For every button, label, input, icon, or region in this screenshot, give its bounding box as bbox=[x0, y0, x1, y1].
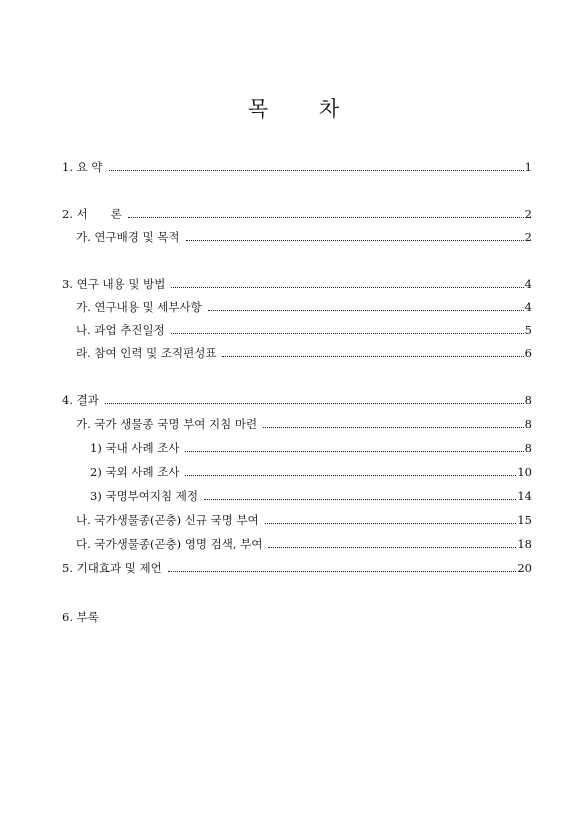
toc-entry-appendix[interactable]: 6. 부록 bbox=[62, 610, 99, 624]
toc-page-number: 4 bbox=[524, 277, 532, 291]
toc-leader bbox=[171, 323, 524, 334]
toc-leader bbox=[222, 346, 523, 357]
toc-entry-results[interactable] bbox=[62, 392, 532, 408]
toc-entry-label: 5. 기대효과 및 제언 bbox=[62, 561, 162, 575]
toc-page-number: 4 bbox=[524, 300, 532, 314]
toc-entry-methods[interactable] bbox=[62, 276, 532, 292]
toc-leader bbox=[128, 207, 524, 218]
toc-entry-label: 나. 국가생물종(곤충) 신규 국명 부여 bbox=[76, 513, 259, 527]
toc-page-number: 18 bbox=[517, 537, 532, 551]
toc-entry-background[interactable] bbox=[76, 229, 532, 245]
toc-entry-details[interactable] bbox=[76, 299, 532, 315]
toc-page-number: 5 bbox=[524, 323, 532, 337]
toc-page-number: 8 bbox=[524, 393, 532, 407]
toc-leader bbox=[263, 417, 524, 428]
toc-entry-naming-guideline[interactable] bbox=[76, 416, 532, 432]
toc-leader bbox=[171, 277, 523, 288]
toc-page-number: 14 bbox=[517, 489, 532, 503]
toc-entry-introduction[interactable] bbox=[62, 206, 532, 222]
toc-leader bbox=[185, 441, 523, 452]
toc-leader bbox=[204, 489, 516, 500]
toc-entry-english-names[interactable] bbox=[76, 536, 532, 552]
toc-entry-domestic-cases[interactable] bbox=[90, 440, 532, 456]
toc-entry-label: 4. 결과 bbox=[62, 393, 99, 407]
toc-entry-organization[interactable] bbox=[76, 345, 532, 361]
toc-entry-label: 2. 서 론 bbox=[62, 207, 122, 221]
toc-entry-label: 3) 국명부여지침 제정 bbox=[90, 489, 198, 503]
toc-leader bbox=[186, 230, 524, 241]
toc-page-number: 2 bbox=[524, 207, 532, 221]
toc-entry-label: 3. 연구 내용 및 방법 bbox=[62, 277, 166, 291]
toc-leader bbox=[208, 300, 524, 311]
toc-page-number: 1 bbox=[524, 160, 532, 174]
toc-page-number: 20 bbox=[517, 561, 532, 575]
toc-entry-label: 가. 연구배경 및 목적 bbox=[76, 230, 180, 244]
toc-page-number: 6 bbox=[524, 346, 532, 360]
toc-page-number: 8 bbox=[524, 441, 532, 455]
toc-entry-label: 가. 국가 생물종 국명 부여 지침 마련 bbox=[76, 417, 258, 431]
toc-leader bbox=[168, 561, 517, 572]
toc-leader bbox=[105, 393, 524, 404]
toc-page-number: 8 bbox=[524, 417, 532, 431]
toc-leader bbox=[265, 513, 517, 524]
toc-entry-expected-effects[interactable] bbox=[62, 560, 532, 576]
toc-entry-guideline-enactment[interactable] bbox=[90, 488, 532, 504]
toc-entry-schedule[interactable] bbox=[76, 322, 532, 338]
toc-page-number: 15 bbox=[517, 513, 532, 527]
toc-entry-label: 가. 연구내용 및 세부사항 bbox=[76, 300, 202, 314]
toc-leader bbox=[268, 537, 516, 548]
toc-leader bbox=[185, 465, 516, 476]
toc-entry-label: 나. 과업 추진일정 bbox=[76, 323, 165, 337]
toc-leader bbox=[109, 160, 524, 171]
toc-page-number: 10 bbox=[517, 465, 532, 479]
toc-entry-label: 2) 국외 사례 조사 bbox=[90, 465, 180, 479]
toc-entry-label: 1) 국내 사례 조사 bbox=[90, 441, 180, 455]
toc-entry-new-korean-names[interactable] bbox=[76, 512, 532, 528]
toc-page-number: 2 bbox=[524, 230, 532, 244]
toc-entry-summary[interactable] bbox=[62, 159, 532, 175]
page-title: 목 차 bbox=[247, 97, 362, 121]
toc-entry-label: 다. 국가생물종(곤충) 영명 검색, 부여 bbox=[76, 537, 263, 551]
toc-entry-label: 1. 요 약 bbox=[62, 160, 103, 174]
toc-entry-label: 라. 참여 인력 및 조직편성표 bbox=[76, 346, 217, 360]
toc-entry-foreign-cases[interactable] bbox=[90, 464, 532, 480]
